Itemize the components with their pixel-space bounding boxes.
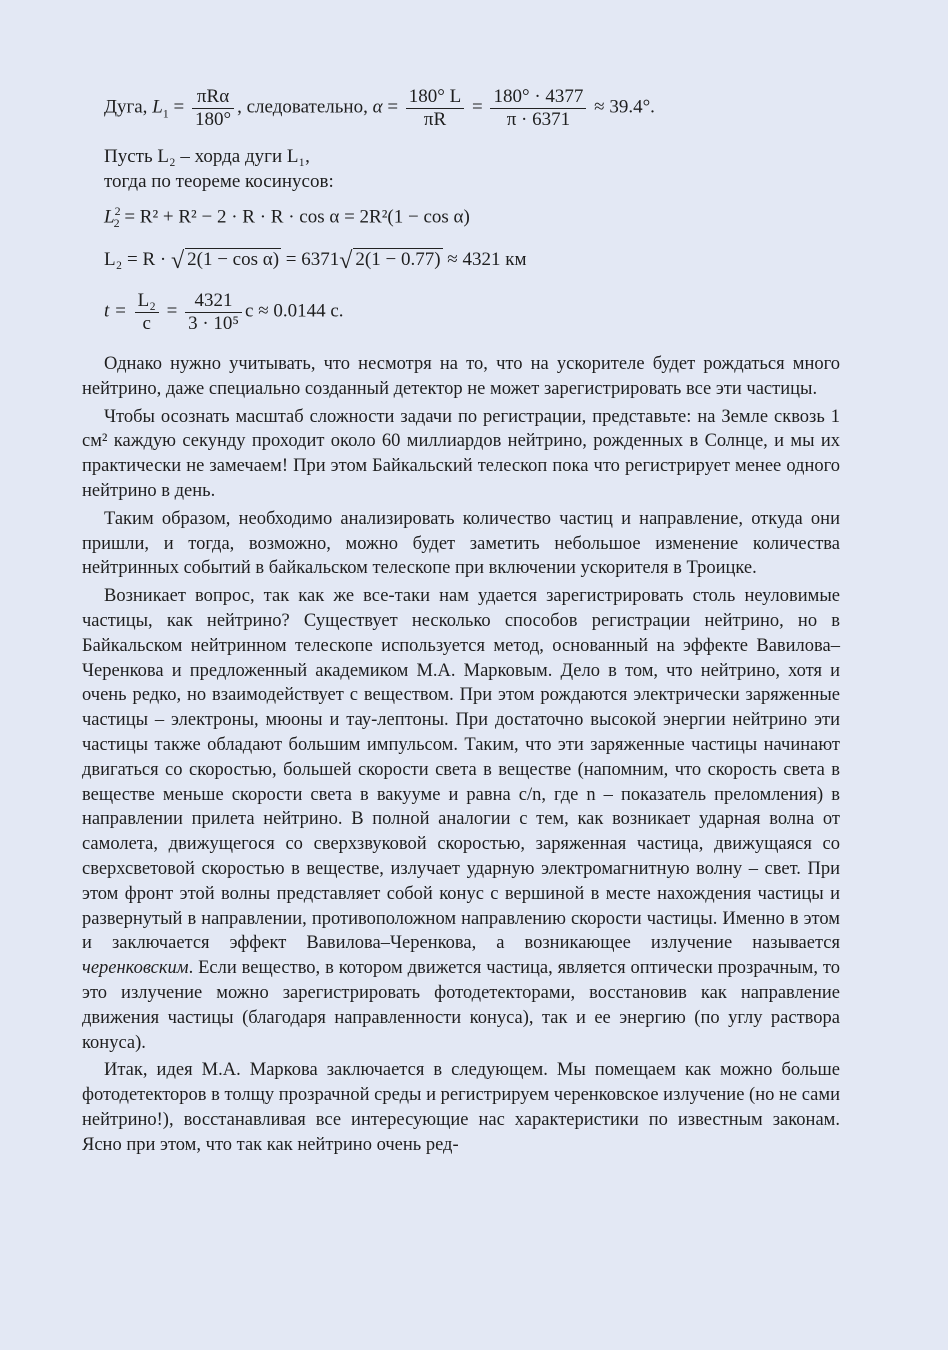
alpha-result: ≈ 39.4°. <box>594 96 655 118</box>
l2-result: ≈ 4321 км <box>447 249 527 270</box>
arc-l1-sub: 1 <box>162 106 169 121</box>
t-result: c ≈ 0.0144 c. <box>245 300 344 322</box>
arc-formula: Дуга, $L_1$ = $\frac{\text{πRα}}{180^\circ}$ , следовательно, α = $\frac{180^\circ L}{\pi R}$ = $\frac{180^\circ \cdot 4377}{\pi \cdot 6371}$ ≈ 39.4°. <box>104 86 655 130</box>
consequently-text: , следовательно, <box>237 96 368 118</box>
paragraph-5: Итак, идея М.А. Маркова заключается в следующем. Мы помещаем как можно больше фотодетекторов в толщу прозрачной среды и регистрируем черенковское излучение (но не сами нейтрино!), восстанавливая все интересующие нас характеристики по известным законам. Ясно при этом, что так как нейтрино очень ред- <box>82 1060 840 1155</box>
l2-sqrt-2: 2(1 − 0.77) <box>355 249 441 270</box>
body-text <box>82 352 840 1161</box>
alpha-fraction <box>406 86 464 131</box>
t-denominator-1: c <box>142 312 151 334</box>
t-fraction-2 <box>185 290 242 335</box>
chord-line-1: Пусть L₂ – хорда дуги L₁, <box>104 146 310 167</box>
paragraph-4-main: Возникает вопрос, так как же все-таки нам удается зарегистрировать столь неуловимые частицы, как нейтрино? Существует несколько способов регистрации нейтрино, но в Байкальском нейтринном телескопе используется метод, основанный на эффекте Вавилова–Черенкова и предложенный академиком М.А. Марковым. Дело в том, что нейтрино, хотя и очень редко, но взаимодействует с веществом. При этом рождаются электрически заряженные частицы – электроны, мюоны и тау-лептоны. При достаточно высокой энергии нейтрино эти частицы также обладают большим импульсом. Таким, что эти заряженные частицы начинают двигаться со скоростью, большей скорости света в веществе (напомним, что скорость света в веществе меньше скорости света в вакууме и равна c/n, где n – показатель преломления) в направлении прилета нейтрино. В полной аналогии с тем, как возникает ударная волна от самолета, движущегося со сверхзвуковой скоростью, заряженная частица, движущаяся со сверхсветовой скоростью в веществе, излучает ударную электромагнитную волну – свет. При этом фронт этой волны представляет собой конус с вершиной в месте нахождения частицы и развернутый в направлении, противоположном направлению скорости частицы. Именно в этом и заключается эффект Вавилова–Черенкова, а возникающее излучение называется <box>82 586 840 954</box>
t-numerator-1: L₂ <box>135 290 159 313</box>
t-denominator-2: 3 · 10⁵ <box>188 312 240 334</box>
cosine-lhs: L <box>104 206 115 228</box>
alpha-numerator: 180° L <box>406 86 464 109</box>
time-formula: t = $\frac{\text{L₂}}{c}$ = $\frac{4321}{\text{3 · 10⁵}}$ c ≈ 0.0144 c. <box>104 290 344 334</box>
cosine-rhs: = R² + R² − 2 · R · R · cos α = 2R²(1 − cos α) <box>124 206 470 228</box>
paragraph-1: Однако нужно учитывать, что несмотря на то, что на ускорителе будет рождаться много нейтрино, даже специально созданный детектор не может зарегистрировать все эти частицы. <box>82 354 840 399</box>
l2-lhs: L₂ = R · <box>104 249 167 270</box>
arc-numerator: πRα <box>192 86 234 109</box>
alpha-symbol: α <box>372 96 383 118</box>
t-fraction-1 <box>135 290 159 335</box>
t-numerator-2: 4321 <box>185 290 242 313</box>
alpha-value-numerator: 180° · 4377 <box>490 86 586 109</box>
alpha-value-denominator: π · 6371 <box>506 108 571 130</box>
l2-mid: = 6371 <box>285 249 340 270</box>
paragraph-4-italic: черенковским <box>82 958 189 979</box>
arc-fraction <box>192 86 234 131</box>
cosine-formula: $L^2_2 = R^2 + R^2 - 2 \cdot R \cdot R \cdot \cos \alpha = 2R^2(1 - \cos \alpha)$ <box>104 204 470 231</box>
chord-line-2: тогда по теореме косинусов: <box>104 171 334 192</box>
paragraph-4-tail: . Если вещество, в котором движется частица, является оптически прозрачным, то это излучение можно зарегистрировать фотодетекторами, восстановив как направление движения частицы (благодаря направленности конуса), так и ее энергию (по углу раствора конуса). <box>82 958 840 1053</box>
paragraph-2: Чтобы осознать масштаб сложности задачи по регистрации, представьте: на Земле сквозь 1 см² каждую секунду проходит около 60 миллиардов нейтрино, рожденных в Солнце, и мы их практически не замечаем! При этом Байкальский телескоп пока что регистрирует менее одного нейтрино в день. <box>82 406 840 501</box>
arc-label: Дуга, <box>104 96 148 118</box>
arc-denominator: 180° <box>194 108 232 130</box>
l2-sqrt-1: 2(1 − cos α) <box>187 249 280 270</box>
arc-l1: L <box>152 96 163 118</box>
t-lhs: t = <box>104 300 127 322</box>
paragraph-3: Таким образом, необходимо анализировать количество частиц и направление, откуда они пришли, и тогда, возможно, можно будет заметить небольшое изменение количества нейтринных событий в байкальском телескопе при включении ускорителя в Троицке. <box>82 508 840 579</box>
alpha-value-fraction <box>490 86 586 131</box>
paragraph-4 <box>82 584 840 1055</box>
l2-formula: L₂ = R · √ 2(1 − cos α) = 6371√ 2(1 − 0.77) ≈ 4321 км <box>104 248 527 274</box>
alpha-denominator: πR <box>423 108 447 130</box>
